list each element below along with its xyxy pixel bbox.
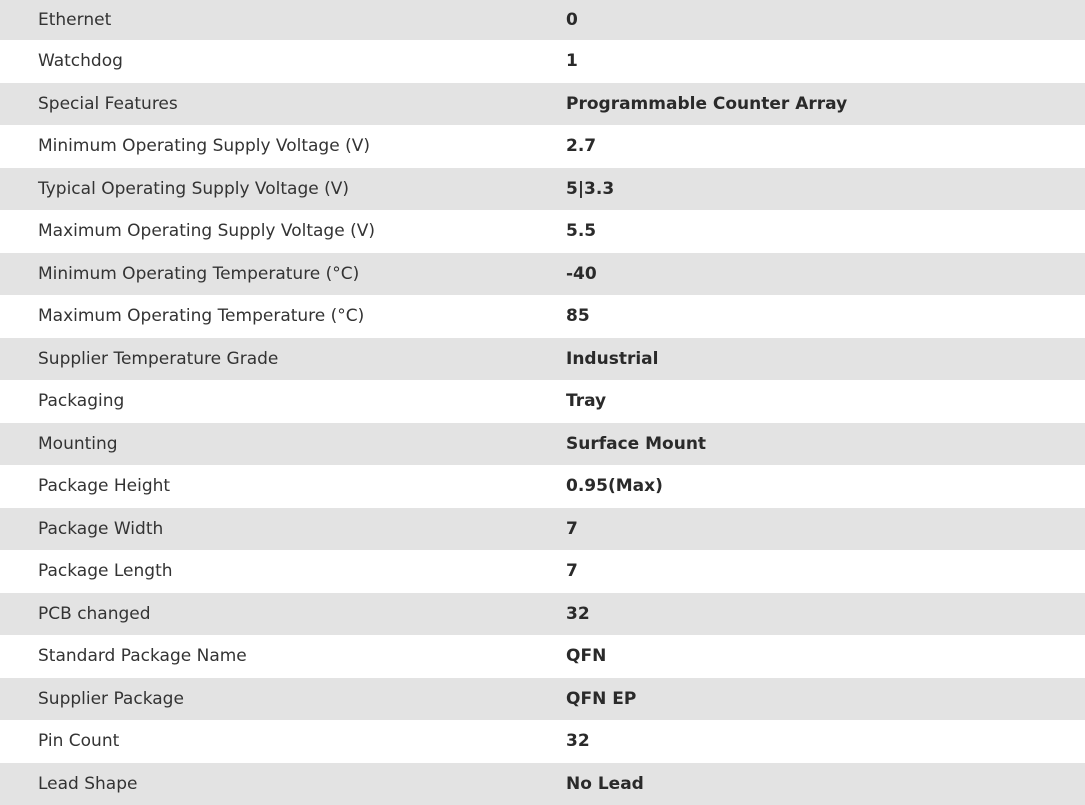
spec-label: Mounting (0, 423, 566, 466)
spec-label: Standard Package Name (0, 635, 566, 678)
spec-row-package-height (0, 465, 1085, 508)
spec-value: 0 (566, 0, 1085, 40)
spec-row-standard-package-name (0, 635, 1085, 678)
spec-row-package-length (0, 550, 1085, 593)
spec-row-supplier-package (0, 678, 1085, 721)
spec-label: Watchdog (0, 40, 566, 83)
spec-value: 85 (566, 295, 1085, 338)
spec-row-special-features (0, 83, 1085, 126)
spec-value: 0.95(Max) (566, 465, 1085, 508)
spec-label: Maximum Operating Supply Voltage (V) (0, 210, 566, 253)
spec-row-lead-shape (0, 763, 1085, 805)
spec-row-ethernet (0, 0, 1085, 40)
spec-value: 5|3.3 (566, 168, 1085, 211)
spec-row-package-width (0, 508, 1085, 551)
spec-row-min-temperature (0, 253, 1085, 296)
spec-label: Package Length (0, 550, 566, 593)
spec-value: 32 (566, 720, 1085, 763)
spec-label: Pin Count (0, 720, 566, 763)
spec-label: Typical Operating Supply Voltage (V) (0, 168, 566, 211)
spec-row-pcb-changed (0, 593, 1085, 636)
spec-label: Package Height (0, 465, 566, 508)
spec-value: 7 (566, 550, 1085, 593)
spec-label: Minimum Operating Supply Voltage (V) (0, 125, 566, 168)
spec-value: Programmable Counter Array (566, 83, 1085, 126)
spec-value: Industrial (566, 338, 1085, 381)
spec-value: Tray (566, 380, 1085, 423)
spec-value: 1 (566, 40, 1085, 83)
spec-label: Package Width (0, 508, 566, 551)
spec-label: Ethernet (0, 0, 566, 40)
spec-row-max-temperature (0, 295, 1085, 338)
spec-label: Supplier Temperature Grade (0, 338, 566, 381)
spec-label: Supplier Package (0, 678, 566, 721)
spec-label: Maximum Operating Temperature (°C) (0, 295, 566, 338)
spec-row-min-supply-voltage (0, 125, 1085, 168)
spec-value: 5.5 (566, 210, 1085, 253)
spec-label: Lead Shape (0, 763, 566, 805)
spec-row-max-supply-voltage (0, 210, 1085, 253)
spec-value: No Lead (566, 763, 1085, 805)
spec-value: QFN (566, 635, 1085, 678)
spec-value: 7 (566, 508, 1085, 551)
spec-row-temperature-grade (0, 338, 1085, 381)
spec-row-pin-count (0, 720, 1085, 763)
spec-label: Special Features (0, 83, 566, 126)
spec-value: 2.7 (566, 125, 1085, 168)
spec-label: Packaging (0, 380, 566, 423)
spec-row-packaging (0, 380, 1085, 423)
spec-value: Surface Mount (566, 423, 1085, 466)
spec-value: -40 (566, 253, 1085, 296)
spec-value: QFN EP (566, 678, 1085, 721)
spec-label: PCB changed (0, 593, 566, 636)
spec-label: Minimum Operating Temperature (°C) (0, 253, 566, 296)
spec-row-mounting (0, 423, 1085, 466)
spec-row-watchdog (0, 40, 1085, 83)
spec-value: 32 (566, 593, 1085, 636)
spec-row-typical-supply-voltage (0, 168, 1085, 211)
